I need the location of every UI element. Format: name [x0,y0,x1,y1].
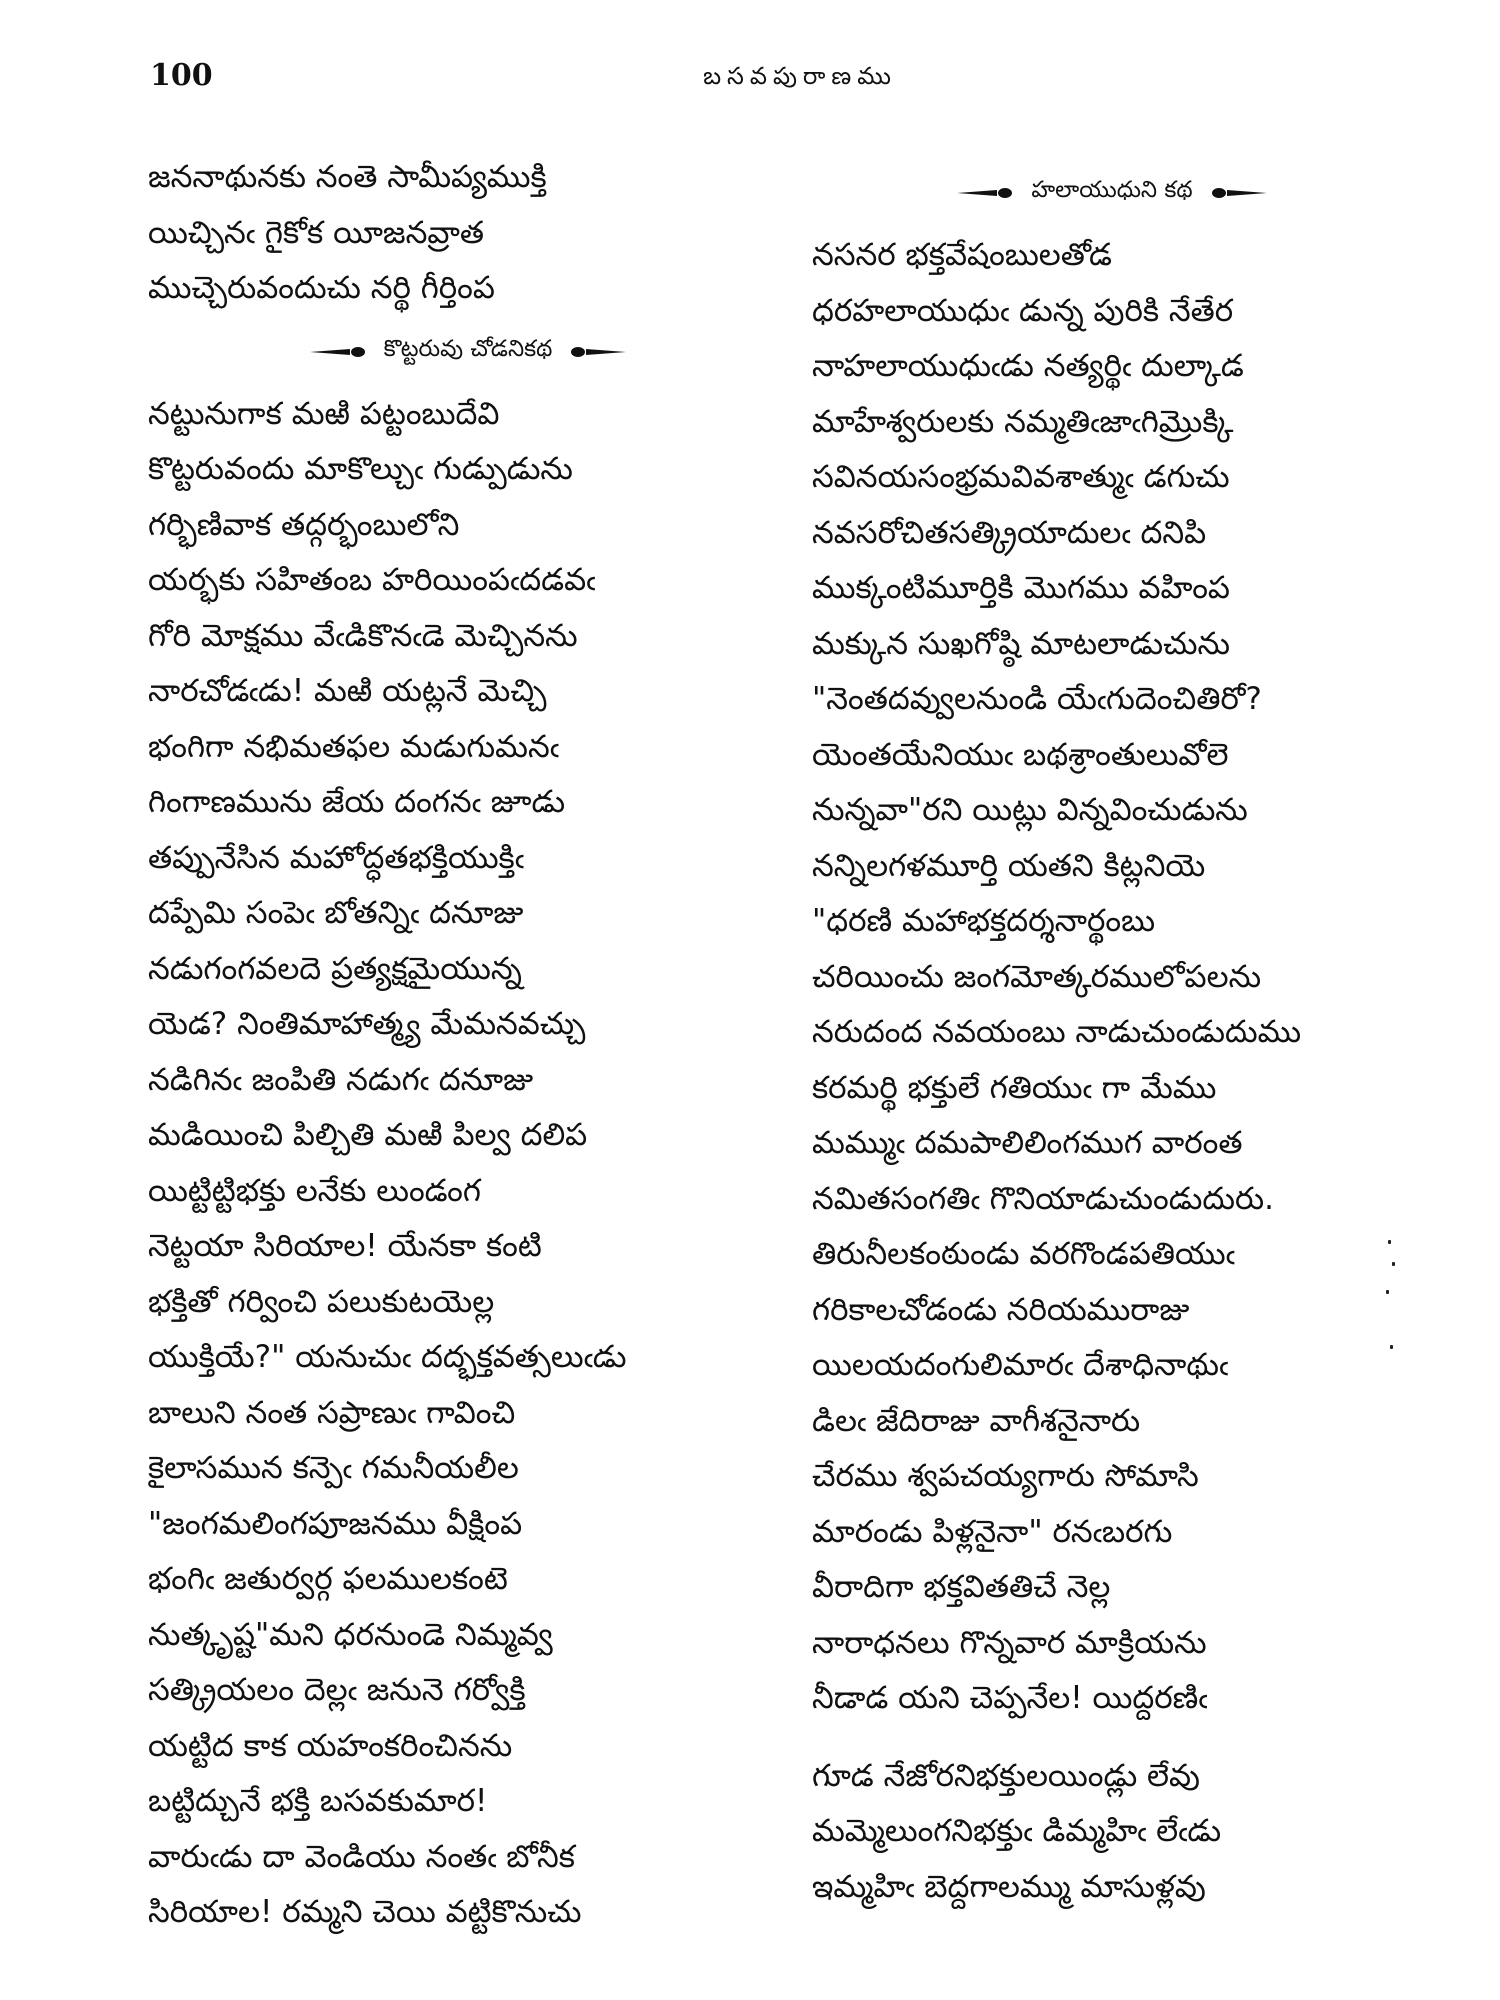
text-line: యిలయదంగులిమారఁ దేశాధినాథుఁ [812,1347,1229,1383]
text-line: యెంతయేనియుఁ బథశ్రాంతులువోలె [812,736,1229,773]
text-line: గరికాలచోడండు నరియమురాజు [812,1291,1190,1328]
right-column-closing-lines [812,1749,1412,1916]
text-line: నన్నిలగళమూర్తి యతని కిట్లనియె [812,847,1206,884]
text-line: "నెంతదవ్వులనుండి యేఁగుదెంచితిరో? [812,681,1262,717]
text-line: యిచ్చినఁ గైకోక యీజనవ్రాత [148,214,484,251]
left-column-opening-lines [148,150,788,317]
text-line: చరియించు జంగమోత్కరములోపలను [812,958,1262,995]
text-line: నవసరోచితసత్క్రియాదులఁ దనిపి [812,514,1207,551]
scan-speck [1388,1240,1391,1244]
text-line: నారచోడఁడు! మఱి యట్లనే మెచ్చి [148,673,547,709]
text-line: కైలాసమున కన్పెఁ గమనీయలీల [148,1450,519,1486]
text-line: భంగిగా నభిమతఫల మడుగుమనఁ [148,728,559,765]
text-line: నడిగినఁ జంపితి నడుగఁ దనూజు [148,1061,534,1098]
section-heading-text: కొట్టరువు చోడనికథ [383,335,553,362]
text-line: నసనర భక్తవేషంబులతోడ [812,237,1112,273]
text-line: నుత్కృష్ట"మని ధరనుండె నిమ్మవ్వ [148,1616,553,1653]
text-line: ముచ్చెరువందుచు నర్థి గీర్తింప [148,270,495,306]
text-line: గోరి మోక్షము వేఁడికొనఁడె మెచ్చినను [148,617,578,654]
page-number: 100 [150,58,213,93]
text-line: జననాథునకు నంతె సామీప్యముక్తి [148,159,547,195]
text-line: ధరహలాయుధుఁ డున్న పురికి నేతేర [812,292,1234,329]
text-line: డిలఁ జేదిరాజు వాగీశనైనారు [812,1402,1141,1439]
scan-speck [1386,1290,1389,1294]
text-line: చేరము శ్వపచయ్యగారు సోమాసి [812,1458,1199,1494]
text-line: నీడాడ యని చెప్పనేల! యిద్దరణిఁ [812,1680,1208,1716]
text-line: నరుదంద నవయంబు నాడుచుండుదుము [812,1014,1302,1050]
scan-speck [1392,1262,1395,1266]
text-line: కొట్టరువందు మాకొల్చుఁ గుడ్పుడును [148,451,573,487]
running-title: బసవపురాణము [703,62,897,90]
text-line: వారుఁడు దా వెండియు నంతఁ బోనీక [148,1838,575,1875]
text-line: తప్పునేసిన మహోద్ధతభక్తియుక్తిఁ [148,839,524,876]
text-line: మడియించి పిల్చితి మఱి పిల్వ దలిప [148,1117,588,1153]
text-line: సిరియాల! రమ్మని చెయి వట్టికొనుచు [148,1894,582,1930]
left-column-body [148,387,788,1941]
text-line: బట్టిద్చునే భక్తి బసవకుమార! [148,1783,488,1819]
section-heading-text: హలాయుధుని కథ [1031,177,1193,203]
text-line: భంగిఁ జతుర్వర్గ ఫలములకంటె [148,1561,508,1597]
text-line: దప్పేమి సంపెఁ బోతన్నిఁ దనూజు [148,895,524,931]
text-line: నాహలాయుధుఁడు నత్యర్థిఁ దుల్కాడ [812,348,1244,384]
text-line: యర్భకు సహితంబ హరియింపఁదడవఁ [148,562,596,598]
text-line: "జంగమలింగపూజనము వీక్షింప [148,1505,523,1542]
text-line: నున్నవా"రని యిట్లు విన్నవించుడును [812,792,1248,828]
text-line: బాలుని నంత సప్రాణుఁ గావించి [148,1394,516,1431]
text-line: నడుగంగవలదె ప్రత్యక్షమైయున్న [148,950,522,987]
left-column [148,150,788,1941]
text-line: వీరాదిగా భక్తవితతిచే నెల్ల [812,1569,1111,1605]
left-ornament-icon [310,345,370,359]
text-line: గూడ నేజోరనిభక్తులయిండ్లు లేవు [812,1757,1200,1794]
scan-speck [1390,1345,1393,1349]
text-line: "ధరణి మహాభక్తదర్శనార్థంబు [812,903,1156,939]
text-line: నెట్టయా సిరియాల! యేనకా కంటి [148,1228,542,1264]
text-line: సవినయసంభ్రమవివశాత్ముఁ డగుచు [812,459,1230,495]
text-line: మాహేశ్వరులకు నమ్మతిఁజాఁగిమ్రొక్కి [812,403,1234,440]
right-column [812,158,1412,1915]
right-ornament-icon [1207,186,1267,200]
left-ornament-icon [957,186,1017,200]
text-line: తిరునీలకంఠుండు వరగొండపతియుఁ [812,1236,1235,1272]
text-line: యిట్టిట్టిభక్తు లనేకు లుండంగ [148,1172,481,1209]
text-line: మక్కున సుఖగోష్ఠి మాటలాడుచును [812,625,1230,662]
text-line: గర్భిణివాక తద్గర్భంబులోని [148,506,460,543]
text-line: గింగాణమును జేయ దంగనఁ జూడు [148,784,566,820]
right-ornament-icon [566,345,626,359]
text-line: సత్క్రియలం దెల్లఁ జనునె గర్వోక్తి [148,1672,526,1708]
section-heading-kottaruvu-chodani-katha [148,317,788,387]
text-line: మమ్ముఁ దమపాలిలింగముగ వారంత [812,1125,1243,1161]
text-line: నమితసంగతిఁ గొనియాడుచుండుదురు. [812,1180,1274,1217]
text-line: నారాధనలు గొన్నవార మాక్రియను [812,1624,1207,1661]
text-line: మారండు పిళ్లనైనా" రనఁబరగు [812,1513,1173,1550]
text-line: నట్టునుగాక మఱి పట్టంబుదేవి [148,395,500,432]
text-line: కరమర్థి భక్తులే గతియుఁ గా మేము [812,1069,1217,1106]
text-line: యెడ? నింతిమాహాత్మ్య మేమనవచ్చు [148,1006,586,1042]
text-line: మమ్మెలుంగనిభక్తుఁ డిమ్మహిఁ లేఁడు [812,1813,1222,1849]
text-line: ఇమ్మహిఁ బెద్దగాలమ్ము మాసుళ్లవు [812,1868,1206,1905]
right-column-body [812,228,1412,1727]
text-line: యుక్తియే?" యనుచుఁ దద్భక్తవత్సలుఁడు [148,1339,627,1375]
section-heading-halayudhuni-katha [812,158,1412,228]
text-line: యట్టిద కాక యహంకరించినను [148,1727,513,1764]
text-line: ముక్కంటిమూర్తికి మొగము వహింప [812,570,1230,606]
text-line: భక్తితో గర్వించి పలుకుటయెల్ల [148,1283,495,1320]
